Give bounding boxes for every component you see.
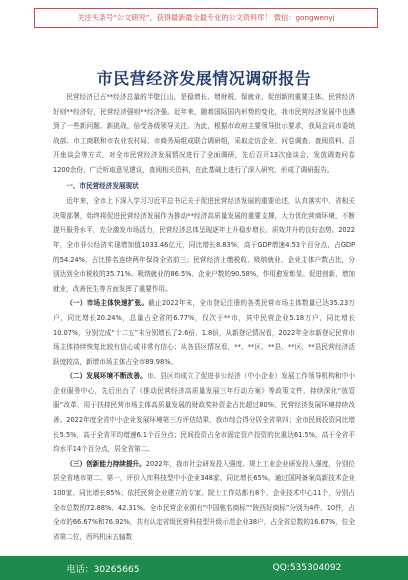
- subsection-label: （一）市场主体快速扩张。: [66, 299, 149, 308]
- subsection-label: （二）发展环境不断改善。: [66, 372, 147, 381]
- subsection-text: 截止2022年末，全市登记注册的各类民营市场主体数量已达35.23万户，同比增长20.24%，总量占全省的6.77%，仅次于**市，其中民营企业5.18万户，同比增长10.07%，分别完成“十二五”末分别增长了2.6倍、1.8倍，从新登记情况看，2022年全市新登记民营市场主体持续恢复比较有信心或非常有信心；从各县区情况看，**、**区、**县、**区、**县民营经济活跃度较高，新增市场主体占全市89.98%。: [53, 299, 356, 366]
- subsection-label: （三）创新能力持续提升。: [66, 459, 146, 468]
- subsection-market: [53, 296, 355, 369]
- document-body: [53, 90, 355, 544]
- document-title: 市民营经济发展情况调研报告: [96, 69, 312, 88]
- intro-paragraph: 民营经济已占**经济总量的半壁江山，是稳增长、增财税、保就业、促创新的重要主体。民营经济好则**经济好，民营经济强则**经济强。近年来，随着国际国内形势的变化，我市民营经济发展中也遇到了一些新问题、新挑战，倍受各级领导关注。为此，根据市政府主要领导批示要求，我局会同市委统战部、市工商联和市农业农村局、市商务局组成联合调研组，采取走访企业、问卷调查、查阅资料、召开座谈会等方式，对全市民营经济发展情况进行了全面调研，先后召开13次座谈会，发放调查问卷1200余份，广泛听取意见建议，查阅相关资料，在此基础上进行了深入研究，形成了调研报告。: [53, 93, 355, 174]
- subsection-environment: [53, 369, 355, 457]
- section-paragraph: 近年来，全市上下深入学习习近平总书记关于促进民营经济发展的重要论述，认真落实中、省相关决策部署，始终将促进民营经济发展作为推动**经济高质量发展的重要支撑，大力优化营商环境，不断提升服务水平，充分激发市场活力，民营经济总体呈现逐年上升稳步增长、质效并升的良好态势。2022年，全市非公经济实现增加值1033.46亿元，同比增长8.83%，高于GDP增速4.53个百分点，占GDP的54.24%，占比排名连续两年保持全省前三；民营经济上缴税收、吸纳就业、企业主体户数占比，分别达到全市税收的35.71%、吸纳就业的86.5%、企业户数的90.58%，作用愈发彰显。促进创新，增加就业，改善民生等方面发挥了重要作用。: [53, 197, 356, 293]
- section-heading: 一、市民营经济发展现状: [66, 181, 139, 190]
- phone-label: 电话：30265665: [66, 564, 140, 575]
- subsection-text: 2022年，我市社会研发投入强度、规上工业企业研发投入强度，分别位居全省地市第二、第一，评价入库科技型中小企业348家、同比增长65%。通过国网备案高新技术企业100家、同比增长85%；依托民营企业建立的专家、院士工作站都有8个，企业技术中心11个，分别占全市总数的72.88%、42.31%。全市民营企业拥有“中国驰名商标”“陕西好商标”分别为4件、10件，占全市的66.67%和76.92%，共有认定省级民营科技型升级示范企业38户，占全省总数的16.67%，位全省第二位，西玛机床五轴数: [53, 459, 356, 541]
- subsection-text: 市、县区均成立了促进非公经济（中小企业）发展工作领导机构和中小企业服务中心，先后出台了《推动民营经济高质量发展三年行动方案》等政策文件，持续深化“放管服”改革，用于扶持民营市场主体高质量发展的财政奖补资金占比超过80%，民营经济发展环境持续改善。2022年度全省中小企业发展环境第三方评估结果，我市综合得分居全省第四；全市民间投资同比增长5.5%，高于全省平均增速6.1个百分点；民间投资占全市固定资产投资的比重达61.5%，高于全省平均水平14个百分点，居全省第二。: [53, 372, 356, 454]
- subsection-innovation: [53, 457, 355, 545]
- qq-label: QQ:535304092: [272, 563, 342, 573]
- top-banner: 关注头条号“公文研究”，获得最新最全最专业的公文资料库！ 微信：gongwenyj: [34, 8, 378, 28]
- contact-footer: [0, 556, 408, 580]
